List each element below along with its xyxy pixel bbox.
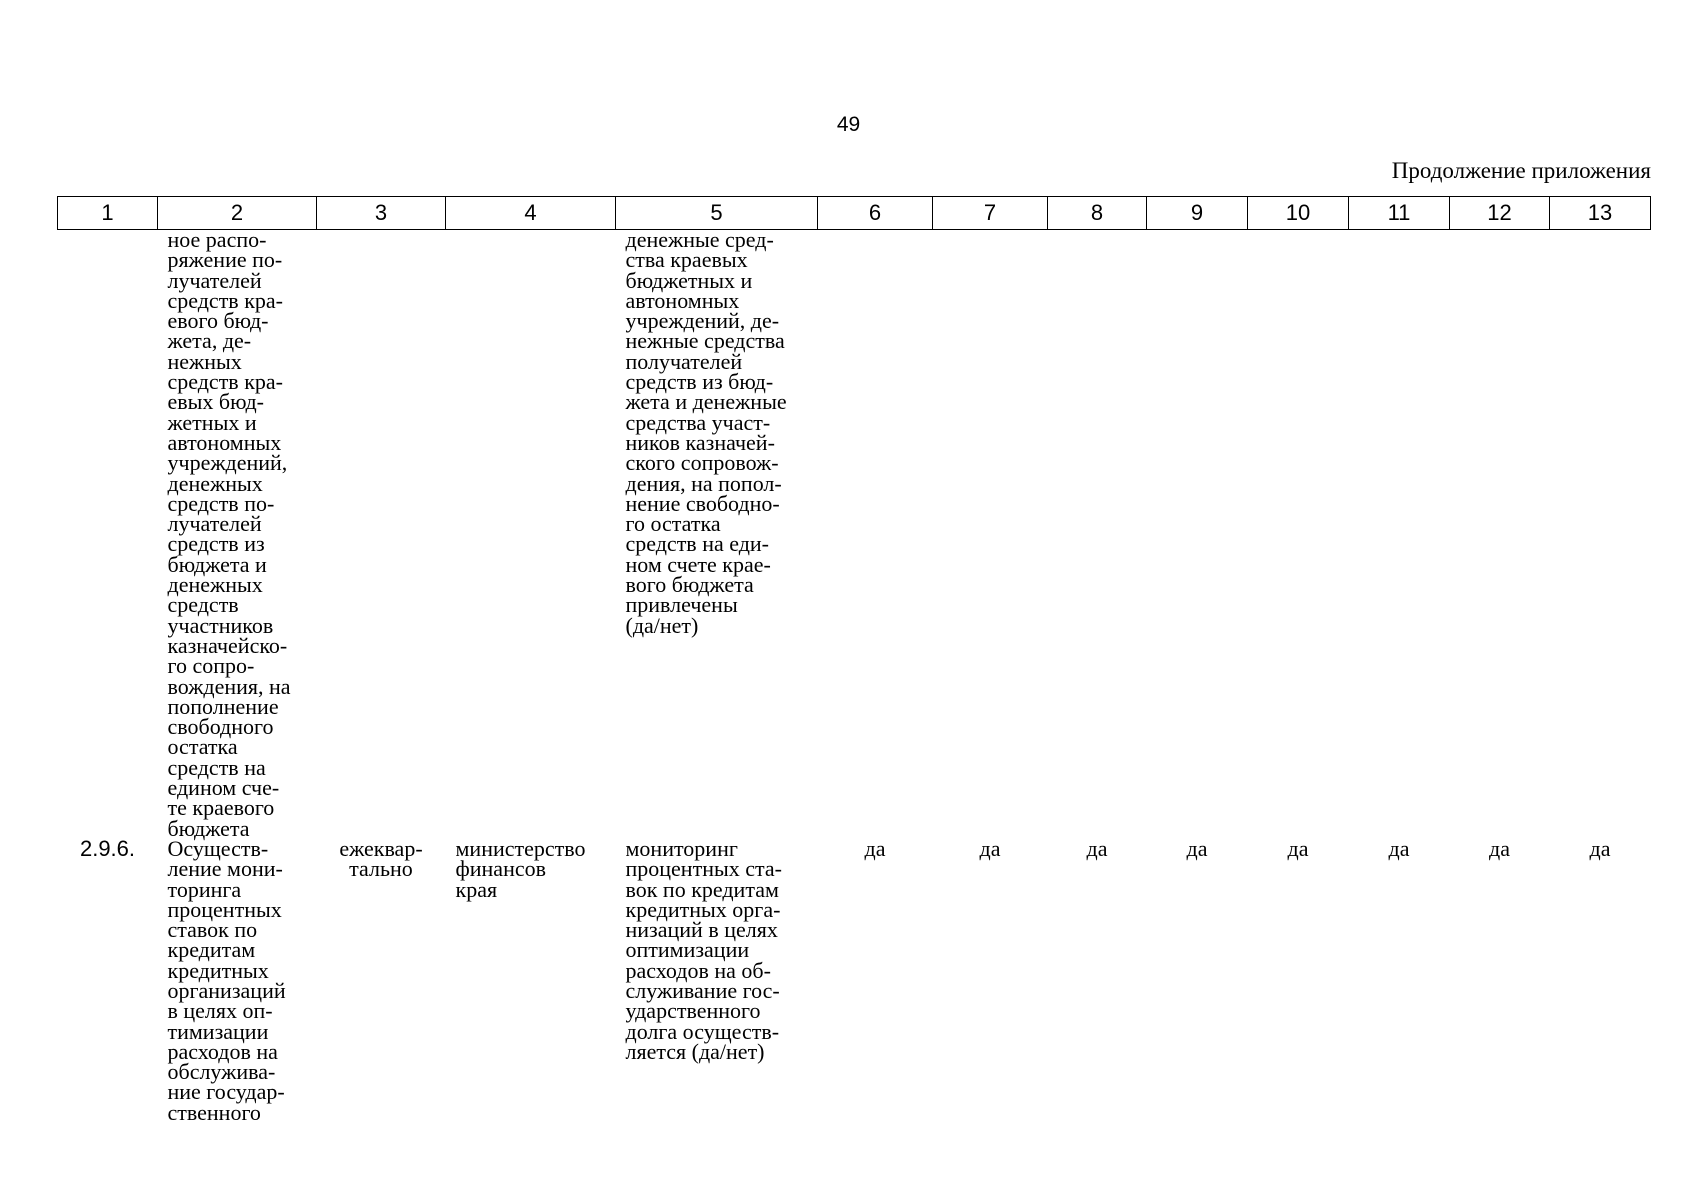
table-row [58,839,1651,1123]
text-line: обслужива- [167,1059,276,1085]
row2-value: да [979,835,1001,861]
header-cell: 11 [1349,197,1450,230]
row2-value: да [1589,835,1611,861]
text-line: ное распо- [167,227,267,252]
text-line: долга осуществ- [625,1018,780,1044]
text-line: края [455,876,498,902]
text-line: кредитных [167,957,269,983]
header-cell: 5 [616,197,818,230]
row2-value: да [1489,835,1510,861]
text-line: денежных [167,470,263,496]
row2-item-number: 2.9.6. [79,835,136,861]
text-line: средства участ- [625,409,771,435]
text-line: ставок по [167,917,258,943]
text-line: ударственного [625,998,761,1024]
text-line: ние государ- [167,1079,285,1105]
header-cell: 3 [317,197,446,230]
text-line: организаций [167,977,286,1003]
text-line: (да/нет) [625,612,699,638]
text-line: оптимизации [625,937,750,963]
text-line: вок по кредитам [625,876,779,902]
text-line: жета и денежные [625,389,787,415]
row1-col11 [1349,230,1450,839]
text-line: средств кра- [167,287,283,313]
text-line: казначейско- [167,632,288,658]
text-line: привлечены [625,592,738,618]
text-line: свободного [167,714,274,740]
header-cell: 2 [158,197,317,230]
text-line: расходов на об- [625,957,771,983]
header-cell: 4 [446,197,616,230]
text-line: средств из бюд- [625,369,774,395]
text-line: служивание гос- [625,977,780,1003]
row2-value: да [1287,835,1309,861]
header-cell: 8 [1048,197,1147,230]
text-line: денежные сред- [625,227,774,252]
text-line: ление мони- [167,856,283,882]
header-cell: 10 [1248,197,1349,230]
text-line: ства краевых [625,247,748,273]
text-line: тимизации [167,1018,269,1044]
text-line: министерство [455,835,586,861]
text-line: процентных ста- [625,856,782,882]
text-line: средств на еди- [625,531,770,557]
text-line: ляется (да/нет) [625,1038,765,1064]
text-line: ном счете крае- [625,551,771,577]
text-line: ряжение по- [167,247,283,273]
text-line: процентных [167,896,282,922]
text-line: лучателей [167,511,262,537]
text-line: кредитам [167,937,256,963]
text-line: средств [167,592,239,618]
header-cell: 9 [1147,197,1248,230]
text-line: в целях оп- [167,998,273,1024]
text-line: го сопро- [167,653,255,679]
text-line: учреждений, [167,450,288,476]
text-line: автономных [167,429,282,455]
row2-value: да [864,835,886,861]
text-line: торинга [167,876,242,902]
text-line: учреждений, де- [625,308,780,334]
text-line: жетных и [167,409,257,435]
text-line: вождения, на [167,673,291,699]
row1-col12 [1450,230,1550,839]
row1-col2 [158,227,317,841]
document-table [57,196,1651,1123]
text-line: нение свободно- [625,490,780,516]
header-row [58,197,1651,230]
page-number: 49 [836,113,861,136]
text-line: бюджета [167,815,250,841]
text-line: ников казначей- [625,429,775,455]
text-line: евого бюд- [167,308,269,334]
text-line: лучателей [167,267,262,293]
text-line: средств по- [167,490,275,516]
row1-col6 [818,230,933,839]
text-line: средств кра- [167,369,283,395]
text-line: го остатка [625,511,721,537]
text-line: нежных [167,348,242,374]
text-line: средств из [167,531,265,557]
row1-col4 [446,230,616,839]
text-line: дения, на попол- [625,470,782,496]
text-line: участников [167,612,274,638]
text-line: получателей [625,348,743,374]
text-line: жета, де- [167,328,252,354]
text-line: автономных [625,287,740,313]
row2-col3 [317,835,446,1123]
header-cell: 6 [818,197,933,230]
text-line: средств на [167,754,266,780]
row2-value: да [1388,835,1410,861]
text-line: бюджета и [167,551,267,577]
text-line: денежных [167,572,263,598]
text-line: те краевого [167,795,275,821]
text-line: низаций в целях [625,917,778,943]
text-line: едином сче- [167,775,280,801]
row1-col1 [58,230,158,839]
text-line: нежные средства [625,328,785,354]
text-line: мониторинг [625,835,738,861]
header-cell: 1 [58,197,158,230]
row1-col3 [317,230,446,839]
table-row [58,230,1651,839]
text-line: ственного [167,1099,261,1125]
text-line: тально [349,856,413,882]
row1-col10 [1248,230,1349,839]
text-line: вого бюджета [625,572,754,598]
row2-col5 [616,835,818,1123]
row2-col2 [158,835,317,1125]
text-line: ежеквар- [339,835,423,861]
text-line: евых бюд- [167,389,264,415]
text-line: остатка [167,734,238,760]
row1-col13 [1550,230,1651,839]
continuation-label: Продолжение приложения [1391,158,1651,183]
row1-col5 [616,227,818,839]
text-line: Осуществ- [167,835,269,861]
text-line: расходов на [167,1038,278,1064]
row1-col9 [1147,230,1248,839]
row1-col7 [933,230,1048,839]
text-line: ского сопровож- [625,450,779,476]
text-line: бюджетных и [625,267,753,293]
row2-col4 [446,835,616,1123]
text-line: кредитных орга- [625,896,781,922]
row2-value: да [1186,835,1208,861]
text-line: финансов [455,856,546,882]
header-cell: 13 [1550,197,1651,230]
row2-value: да [1086,835,1108,861]
header-cell: 12 [1450,197,1550,230]
header-cell: 7 [933,197,1048,230]
text-line: пополнение [167,693,279,719]
row1-col8 [1048,230,1147,839]
